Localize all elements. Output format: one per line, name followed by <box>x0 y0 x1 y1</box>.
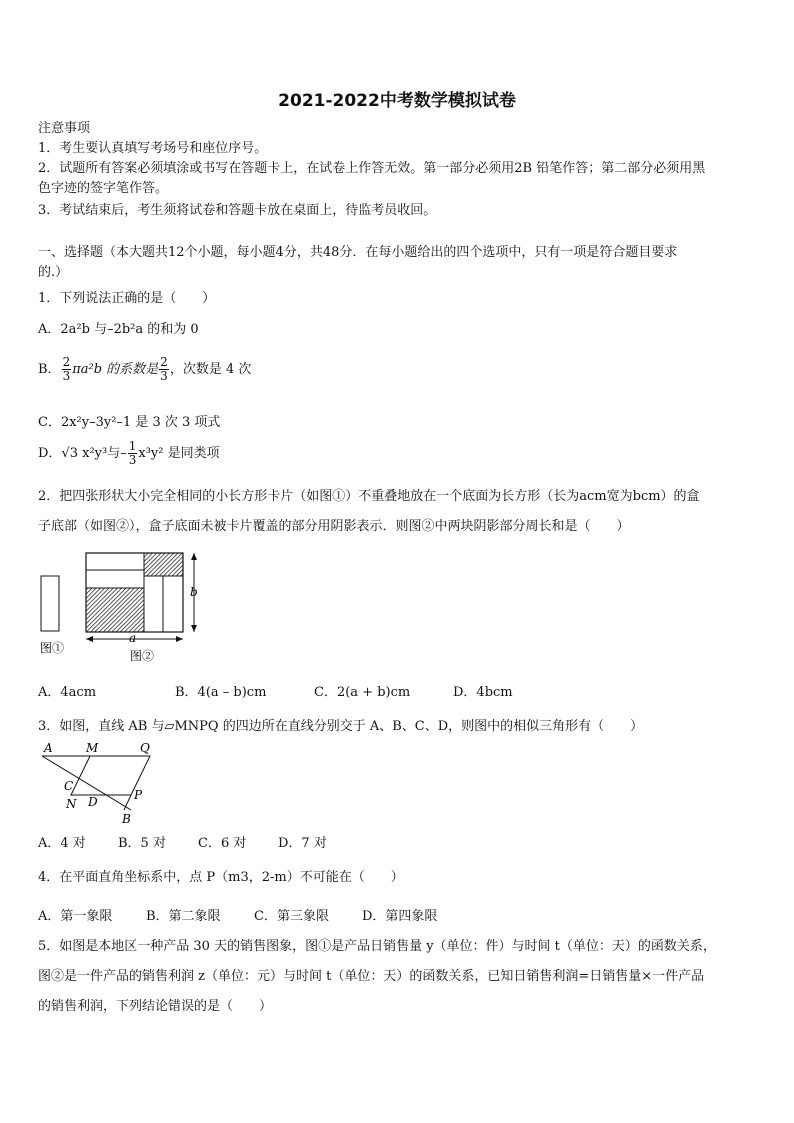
dim-b-label: b <box>190 585 198 599</box>
q2-option-c: C．2(a + b)cm <box>314 685 411 700</box>
q2-option-b: B．4(a – b)cm <box>175 685 267 700</box>
fig2-shade-left <box>86 588 144 632</box>
q1-option-d: D．√3 x²y³与– $\frac{1}{3}$ x³y² 是同类项 <box>38 439 220 467</box>
q1-d-mid: √3 x²y³与– <box>61 446 127 461</box>
point-p: P <box>134 788 143 802</box>
q4-option-a: A．第一象限 <box>38 909 113 924</box>
q3-option-b: B．5 对 <box>118 836 166 851</box>
q1-d-fraction: $\frac{1}{3}$ <box>128 439 137 467</box>
notice-item-1: 1．考生要认真填写考场号和座位序号。 <box>38 141 268 156</box>
q4-option-b: B．第二象限 <box>146 909 221 924</box>
q2-stem-line2: 子底部（如图②），盒子底面未被卡片覆盖的部分用阴影表示．则图②中两块阴影部分周长和是（ ） <box>38 519 630 534</box>
q1-option-a: A．2a²b 与–2b²a 的和为 0 <box>38 322 199 337</box>
page-title: 2021-2022中考数学模拟试卷 <box>278 91 516 111</box>
q4-option-c: C．第三象限 <box>254 909 329 924</box>
q2-option-d: D．4bcm <box>453 685 513 700</box>
q5-stem-line1: 5．如图是本地区一种产品 30 天的销售图象，图①是产品日销售量 y（单位：件）与时间 t（单位：天）的函数关系， <box>38 939 716 954</box>
q3-option-a: A．4 对 <box>38 836 86 851</box>
point-d: D <box>88 795 98 809</box>
q1-b-mid: πa²b 的系数是 <box>72 362 159 377</box>
q2-option-a: A．4acm <box>38 685 97 700</box>
q1-b-fraction: $\frac{2}{3}$ <box>62 355 71 383</box>
q1-option-b <box>38 356 251 383</box>
q3-option-c: C．6 对 <box>198 836 247 851</box>
point-a: A <box>44 741 53 755</box>
section-heading: 一、选择题（本大题共12个小题，每小题4分，共48分．在每小题给出的四个选项中，只有一项是符合题目要求 <box>38 245 678 260</box>
point-b: B <box>122 812 131 826</box>
fig2-label: 图② <box>130 649 155 663</box>
q4-stem: 4．在平面直角坐标系中，点 P（m3，2-m）不可能在（ ） <box>38 870 404 885</box>
point-q: Q <box>140 741 150 755</box>
point-m: M <box>86 741 99 755</box>
q2-figure <box>34 548 224 666</box>
q3-figure <box>38 738 168 828</box>
q1-b-tail: ，次数是 4 次 <box>169 362 252 377</box>
notice-item-3: 3．考试结束后，考生须将试卷和答题卡放在桌面上，待监考员收回。 <box>38 203 437 218</box>
fig1-card <box>41 576 59 631</box>
point-n: N <box>66 797 77 811</box>
q1-stem: 1．下列说法正确的是（ ） <box>38 291 216 306</box>
q3-stem: 3．如图，直线 AB 与▱MNPQ 的四边所在直线分别交于 A、B、C、D，则图中的相似三角形有（ ） <box>38 719 644 734</box>
q5-stem-line3: 的销售利润，下列结论错误的是（ ） <box>38 999 273 1014</box>
q4-option-d: D．第四象限 <box>362 909 438 924</box>
notice-item-2: 2．试题所有答案必须填涂或书写在答题卡上，在试卷上作答无效。第一部分必须用2B 铅笔作答；第二部分必须用黑 <box>38 161 706 176</box>
q5-stem-line2: 图②是一件产品的销售利润 z（单位：元）与时间 t（单位：天）的函数关系，已知日销售利润=日销售量×一件产品 <box>38 969 705 984</box>
fig2-shade-right <box>144 553 183 576</box>
q1-d-tail: x³y² 是同类项 <box>138 446 220 461</box>
fig1-label: 图① <box>40 641 65 655</box>
point-c: C <box>64 779 74 793</box>
q3-option-d: D．7 对 <box>278 836 327 851</box>
q1-b-prefix: B． <box>38 362 61 377</box>
section-heading-cont: 的.） <box>38 265 69 280</box>
q2-stem-line1: 2．把四张形状大小完全相同的小长方形卡片（如图①）不重叠地放在一个底面为长方形（长为acm宽为bcm）的盒 <box>38 489 700 504</box>
dim-a-label: a <box>129 631 137 645</box>
notice-heading: 注意事项 <box>38 121 91 136</box>
q1-b-fraction2: $\frac{2}{3}$ <box>160 355 168 383</box>
q1-option-c: C．2x²y–3y²–1 是 3 次 3 项式 <box>38 415 221 430</box>
notice-item-2-cont: 色字迹的签字笔作答。 <box>38 181 169 196</box>
